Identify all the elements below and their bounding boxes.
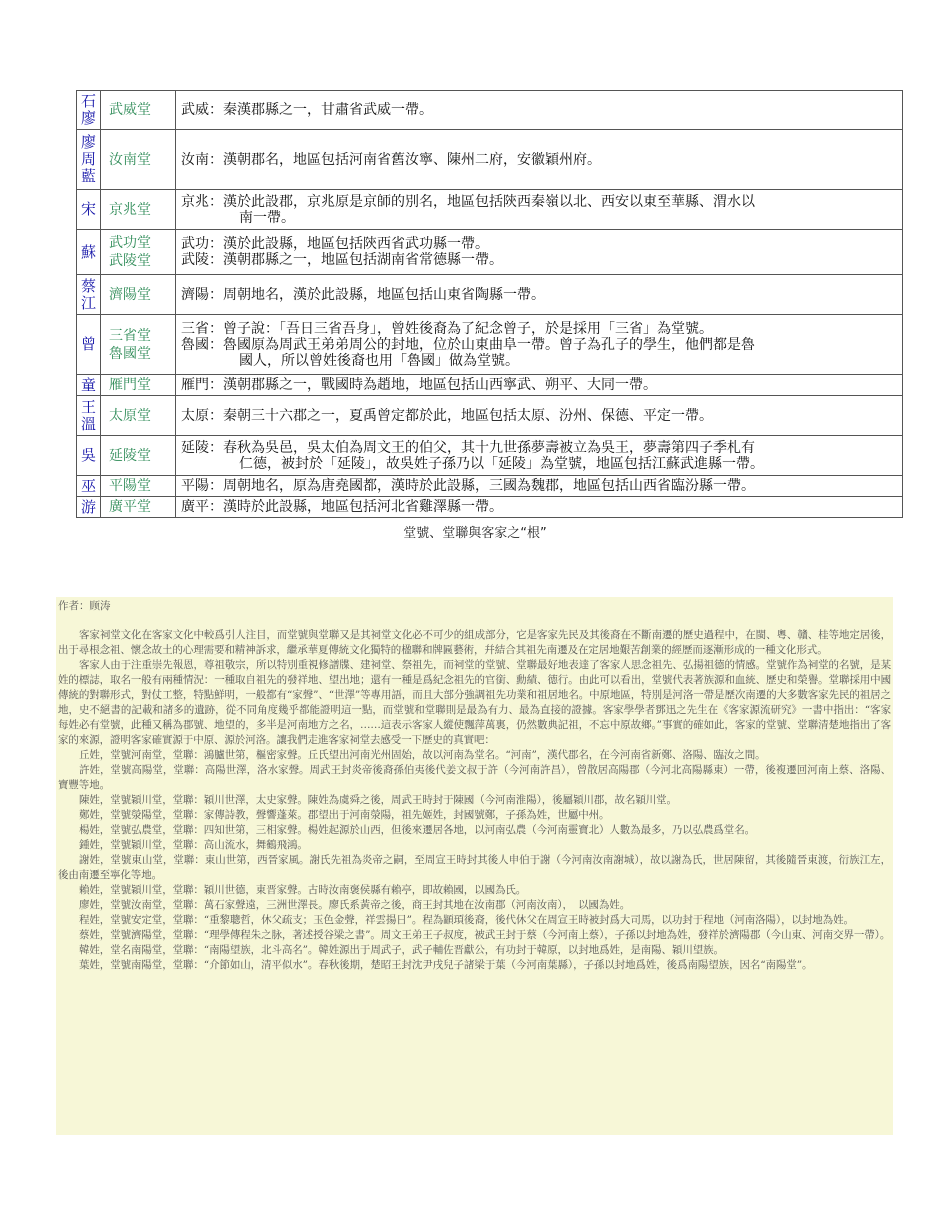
tang-hao-cell (101, 436, 176, 476)
tang-hao: 武威堂 (109, 102, 151, 118)
table-row (77, 275, 903, 315)
description-line: 武威：秦漢郡縣之一，甘肅省武威一帶。 (181, 102, 433, 118)
description-line: 仁德，被封於「延陵」，故吳姓子孫乃以「延陵」為堂號，地區包括江蘇武進縣一帶。 (239, 455, 764, 472)
table-row (77, 230, 903, 275)
article-box (56, 597, 893, 1135)
description-cell (176, 396, 903, 436)
description-line: 南一帶。 (239, 209, 295, 226)
surname-cell (77, 275, 101, 315)
tang-hao: 太原堂 (109, 407, 151, 424)
tang-hao: 廣平堂 (109, 499, 151, 515)
article-paragraph: 謝姓，堂號東山堂，堂聯：東山世第，西晉家風。謝氏先祖為炎帝之嗣，至周宣王時封其後人申伯于謝（今河南汝南謝城），故以謝為氏，世居陳留，其後隨晉東渡，衍族江左，後由南遷至寧化等地。 (58, 854, 891, 881)
tang-hao-cell (101, 375, 176, 396)
surname-cell (77, 230, 101, 275)
tang-hao: 濟陽堂 (109, 286, 151, 303)
tang-hao: 雁門堂 (109, 377, 151, 393)
article-paragraph: 鍾姓，堂號穎川堂，堂聯：高山流水，舞鶴飛鴻。 (79, 839, 308, 851)
description-line: 武陵：漢朝郡縣之一，地區包括湖南省常德縣一帶。 (181, 252, 503, 268)
description-cell (176, 230, 903, 275)
table-row (77, 375, 903, 396)
description-line: 濟陽：周朝地名，漢於此設縣，地區包括山東省陶縣一帶。 (181, 286, 545, 303)
table-row (77, 130, 903, 190)
surname-cell (77, 130, 101, 190)
description-cell (176, 315, 903, 375)
tang-hao: 京兆堂 (109, 201, 151, 218)
article-paragraph: 許姓，堂號高陽堂，堂聯：高陽世澤，洛水家聲。周武王封炎帝後裔孫伯夷後代姜文叔于許（今河南許昌），曾散居高陽郡（今河北高陽縣東）一帶，後複遷回河南上蔡、洛陽、寶豐等地。 (58, 764, 891, 791)
description-line: 平陽：周朝地名，原為唐堯國都，漢時於此設縣，三國為魏郡，地區包括山西省臨汾縣一帶。 (181, 478, 755, 494)
surname-cell (77, 436, 101, 476)
table-row (77, 91, 903, 130)
tang-hao: 汝南堂 (109, 151, 151, 168)
surname-cell (77, 476, 101, 497)
tang-hao: 武功堂 (109, 235, 151, 251)
article-paragraph: 客家祠堂文化在客家文化中較爲引人注目，而堂號與堂聯又是其祠堂文化必不可少的組成部分，它是客家先民及其後裔在不斷南遷的歷史過程中，在閩、粵、贛、桂等地定居後，出于尋根念祖、懷念故土的心理需要和精神訴求，繼承華夏傳統文化獨特的楹聯和牌匾藝術，幷結合其祖先南遷及在定居地艱苦創業的經歷而逐漸形成的一種文化形式。 (58, 629, 891, 656)
surname: 石 (80, 92, 96, 110)
article-paragraph: 賴姓，堂號穎川堂，堂聯：穎川世德，東晋家聲。古時汝南褒侯縣有賴亭，即故賴國，以國為氏。 (79, 884, 527, 896)
tang-hao-table-body (77, 91, 903, 518)
surname: 周 (80, 150, 96, 168)
surname: 廖 (80, 133, 96, 151)
surname: 曾 (80, 335, 96, 353)
tang-hao-cell (101, 497, 176, 518)
description-cell (176, 275, 903, 315)
surname: 王 (80, 397, 96, 416)
tang-hao: 三省堂 (109, 327, 151, 344)
table-row (77, 436, 903, 476)
surname-cell (77, 91, 101, 130)
tang-hao-cell (101, 91, 176, 130)
description-line: 京兆：漢於此設郡，京兆原是京師的別名，地區包括陝西秦嶺以北、西安以東至華縣、渭水以 (181, 193, 755, 210)
description-cell (176, 130, 903, 190)
description-line: 雁門：漢朝郡縣之一，戰國時為趙地，地區包括山西寧武、朔平、大同一帶。 (181, 377, 657, 393)
description-cell (176, 91, 903, 130)
description-line: 三省：曾子說：「吾日三省吾身」，曾姓後裔為了紀念曾子，於是採用「三省」為堂號。 (181, 320, 713, 337)
article-body (58, 628, 891, 973)
surname: 廖 (80, 109, 96, 127)
description-cell (176, 190, 903, 230)
tang-hao: 延陵堂 (109, 447, 151, 464)
tang-hao: 平陽堂 (109, 478, 151, 494)
article-paragraph: 楊姓，堂號弘農堂，堂聯：四知世第，三相家聲。楊姓起源於山西，但後來遷居各地，以河南弘農（今河南靈寶北）人數為最多，乃以弘農爲堂名。 (79, 824, 755, 836)
tang-hao-cell (101, 230, 176, 275)
description-line: 國人，所以曾姓後裔也用「魯國」做為堂號。 (239, 352, 519, 369)
tang-hao-cell (101, 130, 176, 190)
table-caption: 堂號、堂聯與客家之“根” (403, 526, 547, 541)
table-row (77, 396, 903, 436)
article-author: 作者：顾涛 (58, 600, 111, 612)
tang-hao-cell (101, 275, 176, 315)
surname: 宋 (80, 200, 96, 218)
description-cell (176, 375, 903, 396)
description-cell (176, 436, 903, 476)
surname-cell (77, 375, 101, 396)
description-cell (176, 497, 903, 518)
surname: 蔡 (80, 276, 96, 295)
article-paragraph: 蔡姓，堂號濟陽堂，堂聯：“理學傳程朱之脉，著述授谷梁之書”。周文王弟王子叔度，被武王封于蔡（今河南上蔡），子孫以封地為姓，發祥於濟陽郡（今山東、河南交界一帶）。 (79, 929, 891, 941)
description-line: 魯國：魯國原為周武王弟弟周公的封地，位於山東曲阜一帶。曾子為孔子的學生，他們都是魯 (181, 336, 755, 353)
surname: 蘇 (80, 242, 96, 261)
article-paragraph: 葉姓，堂號南陽堂，堂聯：“介節如山，清平似水”。春秋後期，楚昭王封沈尹戌兒子諸梁于葉（今河南葉縣），子孫以封地爲姓，後爲南陽望族，因名“南陽堂”。 (79, 959, 813, 971)
article-paragraph: 韓姓，堂名南陽堂，堂聯：“南陽望族，北斗高名”。韓姓源出于周武子，武子輔佐晋獻公，有功封于韓原，以封地爲姓，是南陽、穎川望族。 (79, 944, 724, 956)
table-row (77, 497, 903, 518)
table-row (77, 315, 903, 375)
tang-hao-cell (101, 315, 176, 375)
tang-hao: 魯國堂 (109, 345, 151, 362)
surname: 童 (80, 375, 96, 394)
surname: 游 (80, 497, 96, 516)
description-line: 汝南：漢朝郡名，地區包括河南省舊汝寧、陳州二府，安徽穎州府。 (181, 151, 601, 168)
surname-cell (77, 190, 101, 230)
description-line: 武功：漢於此設縣，地區包括陝西省武功縣一帶。 (181, 236, 489, 252)
surname-cell (77, 315, 101, 375)
tang-hao-table (76, 90, 903, 518)
description-line: 太原：秦朝三十六郡之一，夏禹曾定都於此，地區包括太原、汾州、保德、平定一帶。 (181, 407, 713, 424)
surname-cell (77, 497, 101, 518)
surname: 藍 (80, 167, 96, 185)
surname: 溫 (80, 414, 96, 433)
surname: 吳 (80, 446, 96, 464)
tang-hao-cell (101, 396, 176, 436)
article-paragraph: 廖姓，堂號汝南堂，堂聯：萬石家聲遠，三洲世澤長。廖氏系黃帝之後，商王封其地在汝南郡（河南汝南）， 以國為姓。 (79, 899, 631, 911)
description-cell (176, 476, 903, 497)
article-paragraph: 程姓，堂號安定堂，堂聯：“重黎聰哲，休父疏支；玉色金聲，祥雲揚日”。程為顓頊後裔，後代休父在周宣王時被封爲大司馬，以功封于程地（河南洛陽），以封地為姓。 (79, 914, 854, 926)
table-row (77, 190, 903, 230)
article-paragraph: 丘姓，堂號河南堂，堂聯：鴻臚世第，樞密家聲。丘氏望出河南光州固始，故以河南為堂名。“河南”，漢代郡名，在今河南省新鄭、洛陽、臨汝之間。 (79, 749, 766, 761)
description-line: 延陵：春秋為吳邑，吳太伯為周文王的伯父，其十九世孫夢壽被立為吳王，夢壽第四子季札有 (181, 439, 755, 456)
table-row (77, 476, 903, 497)
article-paragraph: 陳姓，堂號穎川堂，堂聯：穎川世澤，太史家聲。陳姓為虞舜之後，周武王時封于陳國（今河南淮陽），後屬穎川郡，故名穎川堂。 (79, 794, 677, 806)
tang-hao: 武陵堂 (109, 253, 151, 269)
surname-cell (77, 396, 101, 436)
article-paragraph: 鄭姓，堂號滎陽堂，堂聯：家傳詩教，聲響蓬萊。郡望出于河南滎陽，祖先姬姓，封國號鄭，子孫為姓，世屬中州。 (79, 809, 610, 821)
description-line: 廣平：漢時於此設縣，地區包括河北省雞澤縣一帶。 (181, 499, 503, 515)
tang-hao-cell (101, 476, 176, 497)
article-paragraph: 客家人由于注重崇先報恩，尊祖敬宗，所以特別重視修譜牒、建祠堂、祭祖先，而祠堂的堂號、堂聯最好地表達了客家人思念祖先、弘揚祖德的情感。堂號作為祠堂的名號，是某姓的標誌，取名一般有兩種情況：一種取自祖先的發祥地、望出地；還有一種是爲紀念祖先的官銜、勳績、德行。由此可以看出，堂號代表著族源和血統、歷史和榮譽。堂聯採用中國傳統的對聯形式，對仗工整，特點鮮明，一般都有“家聲”、“世澤”等專用語，而且大部分強調祖先功業和祖居地名。中原地區，特別是河洛一帶是歷次南遷的大多數客家先民的祖居之地，史不絕書的記載和諸多的遺跡，從不同角度幾乎都能證明這一點，而堂號和堂聯則是最為有力、最為直接的證據。客家學學者鄧迅之先生在《客家源流研究》一書中指出：“客家每姓必有堂號，此種又稱為郡號、地望的，多半是河南地方之名，……這表示客家人縱使飄萍萬裏，仍然數典記祖，不忘中原故鄉。”事實的確如此，客家的堂號、堂聯清楚地指出了客家的來源，證明客家確實源于中原、源於河洛。讓我們走進客家祠堂去感受一下歷史的真實吧： (58, 659, 891, 746)
surname: 巫 (80, 476, 96, 495)
tang-hao-cell (101, 190, 176, 230)
surname: 江 (80, 293, 96, 312)
